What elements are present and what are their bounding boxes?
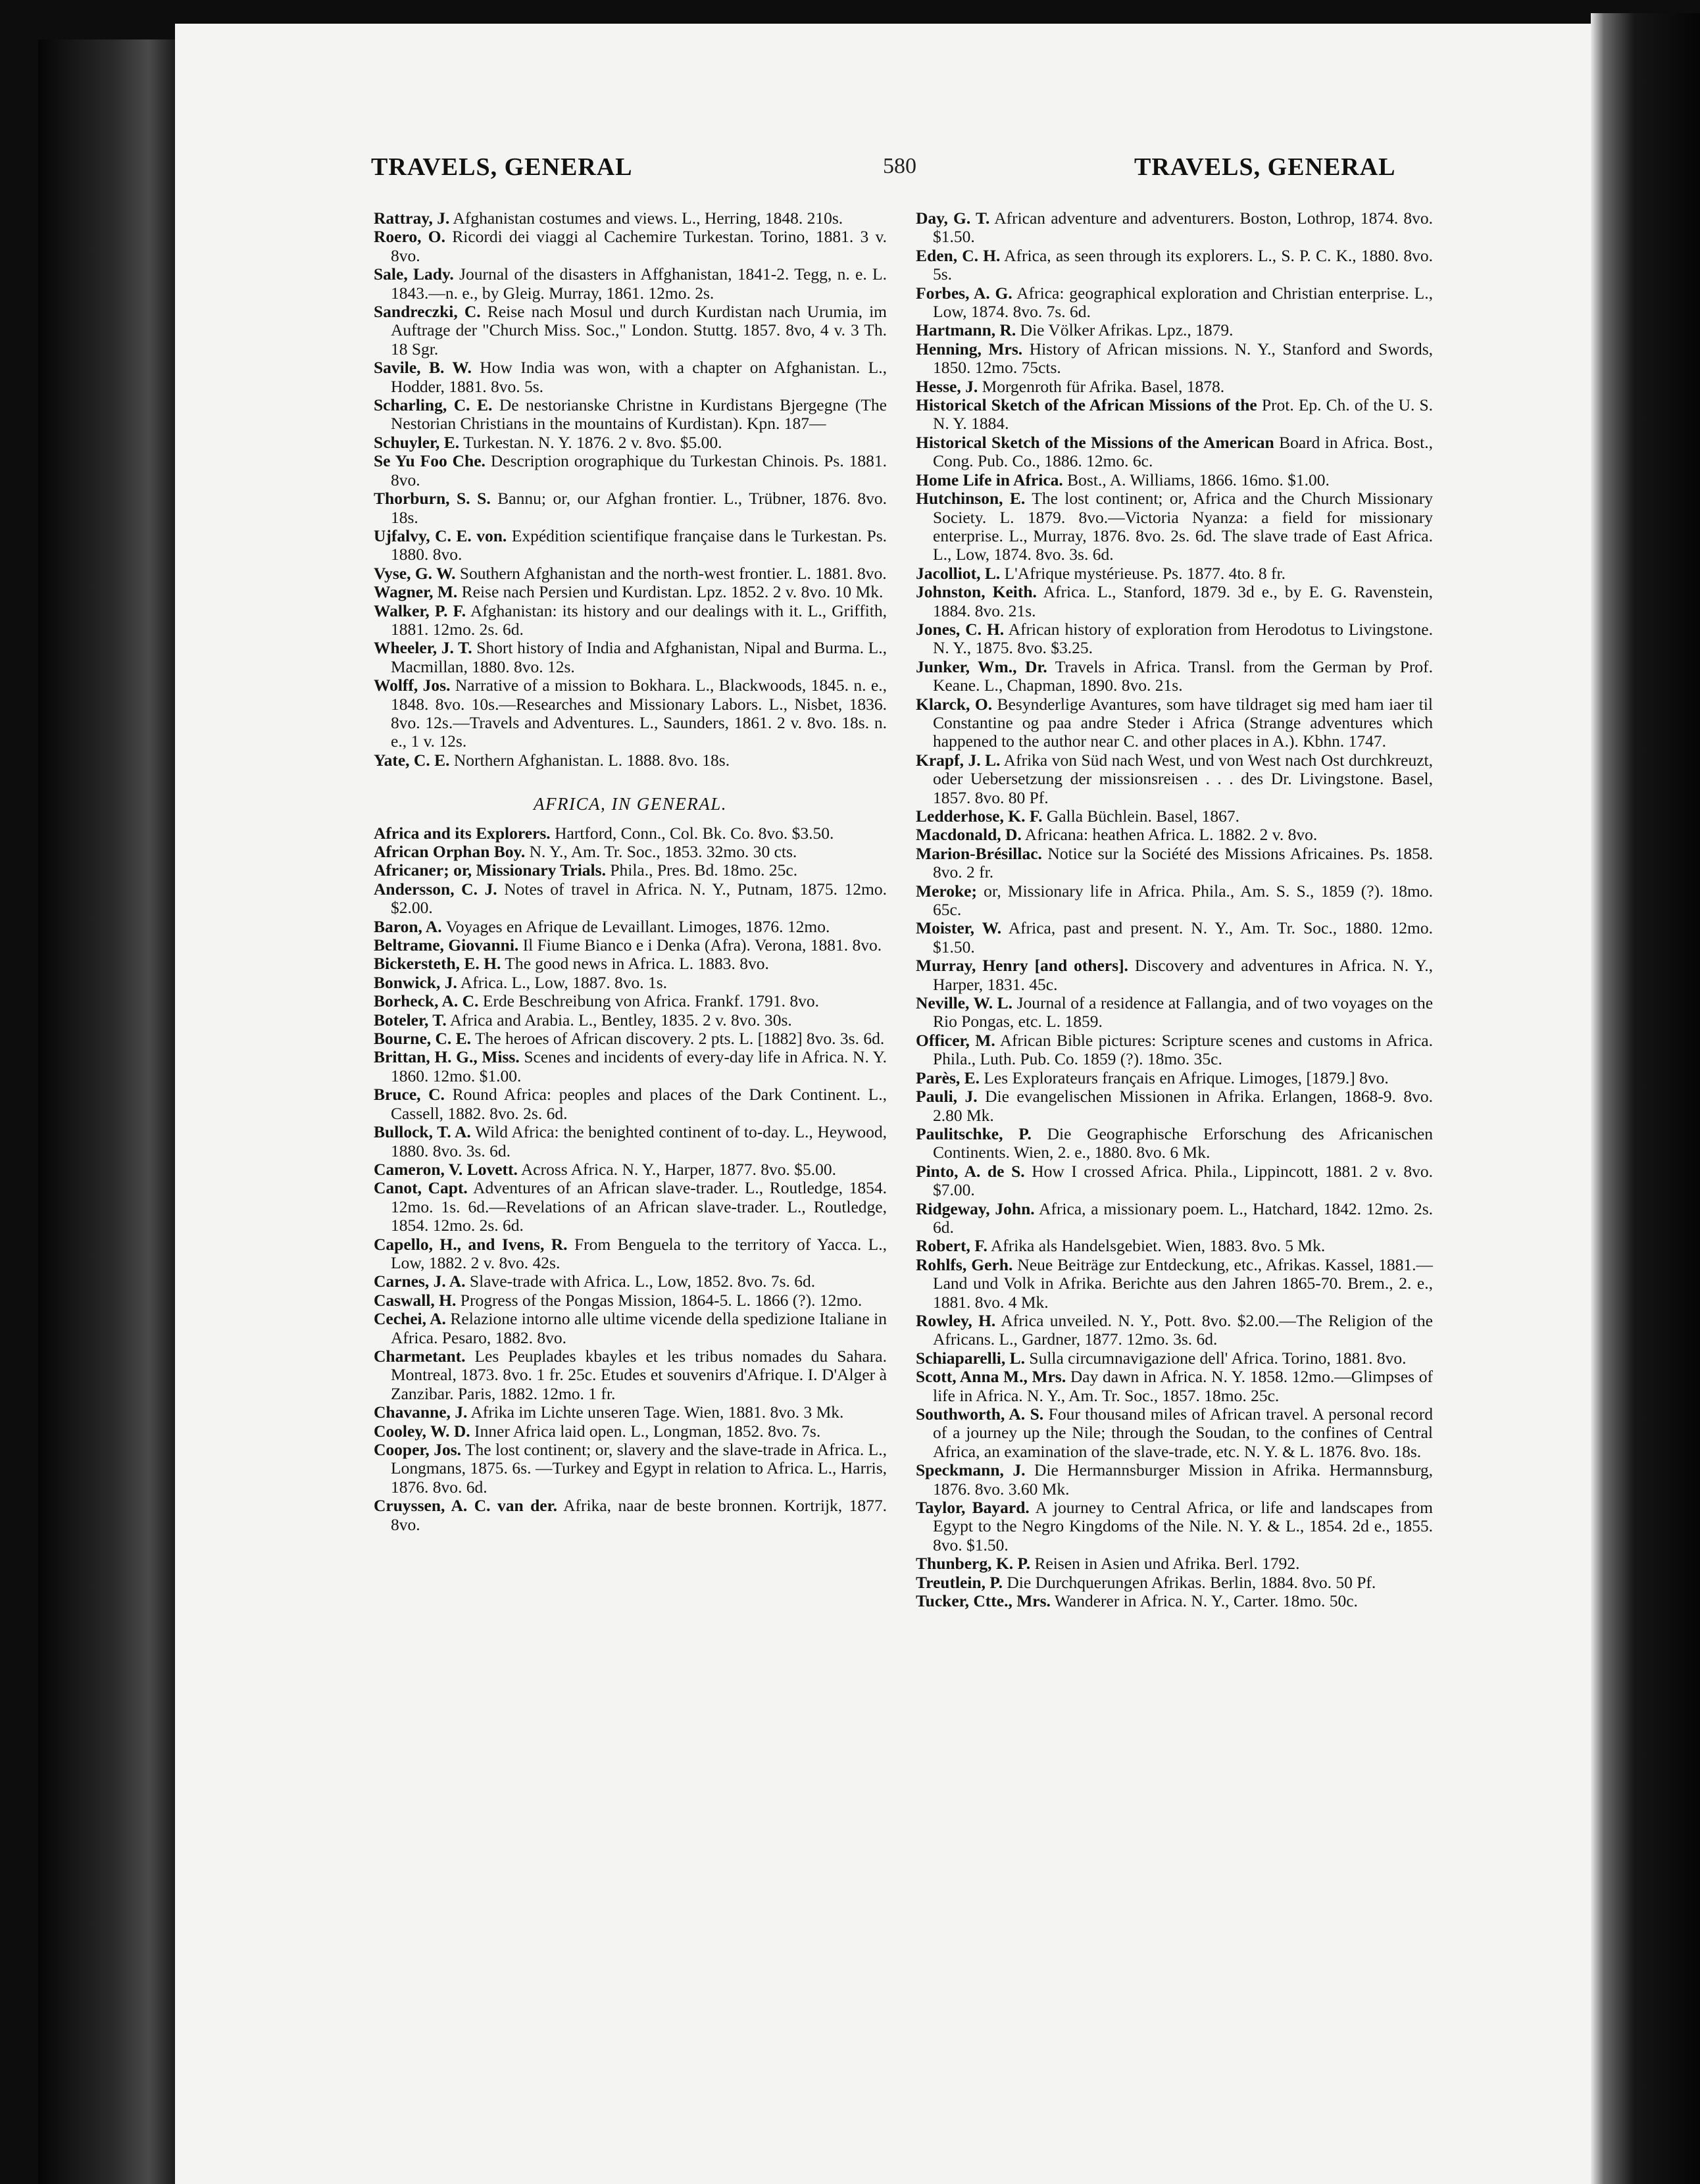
book-binding-left <box>38 39 176 2184</box>
entry-text: Progress of the Pongas Mission, 1864-5. L. 1866 (?). 12mo. <box>460 1290 863 1310</box>
bibliography-entry <box>374 1272 887 1291</box>
entry-text: Besynderlige Avantures, som have tildraget sig med ham iaer til Constantine og paa andre Steder i Africa (Strange adventures which happened to the author near C. and other places in A.). Kbhn. 1747. <box>933 694 1433 751</box>
entry-text: Afghanistan costumes and views. L., Herring, 1848. 210s. <box>453 209 843 228</box>
right-entries <box>916 209 1433 1610</box>
entry-author: Savile, B. W. <box>374 358 472 378</box>
entry-text: Reise nach Persien und Kurdistan. Lpz. 1852. 2 v. 8vo. 10 Mk. <box>461 582 884 602</box>
entry-text: Notes of travel in Africa. N. Y., Putnam, 1875. 12mo. $2.00. <box>391 879 887 918</box>
entry-text: Afrika als Handelsgebiet. Wien, 1883. 8vo. 5 Mk. <box>990 1236 1326 1256</box>
bibliography-entry <box>916 695 1433 751</box>
bibliography-entry <box>374 992 887 1010</box>
entry-text: From Benguela to the territory of Yacca. L., Low, 1882. 2 v. 8vo. 42s. <box>391 1234 888 1272</box>
entry-author: Schiaparelli, L. <box>916 1348 1026 1368</box>
bibliography-entry <box>916 471 1433 489</box>
entry-author: Cechei, A. <box>374 1309 446 1329</box>
bibliography-entry <box>374 676 887 751</box>
entry-text: Africa. L., Low, 1887. 8vo. 1s. <box>460 972 668 992</box>
bibliography-entry <box>916 564 1433 583</box>
entry-author: Cruyssen, A. C. van der. <box>374 1496 557 1516</box>
entry-text: Northern Afghanistan. L. 1888. 8vo. 18s. <box>453 750 730 770</box>
entry-author: Wagner, M. <box>374 582 458 602</box>
entry-text: or, Missionary life in Africa. Phila., Am. S. S., 1859 (?). 18mo. 65c. <box>933 881 1434 920</box>
bibliography-entry <box>374 527 887 564</box>
entry-text: N. Y., Am. Tr. Soc., 1853. 32mo. 30 cts. <box>529 842 797 861</box>
running-head-left: TRAVELS, GENERAL <box>371 153 633 181</box>
entry-text: Notice sur la Société des Missions Africaines. Ps. 1858. 8vo. 2 fr. <box>933 843 1433 882</box>
entry-author: Ujfalvy, C. E. von. <box>374 526 507 545</box>
entry-author: Beltrame, Giovanni. <box>374 935 519 955</box>
bibliography-entry <box>916 583 1433 620</box>
left-column <box>374 209 887 1534</box>
entry-author: Bourne, C. E. <box>374 1029 472 1049</box>
entry-text: Board in Africa. Bost., Cong. Pub. Co., 1886. 12mo. 6c. <box>933 432 1433 471</box>
bibliography-entry <box>916 807 1433 826</box>
entry-text: Wild Africa: the benighted continent of to-day. L., Heywood, 1880. 8vo. 3s. 6d. <box>391 1122 887 1160</box>
entry-text: Les Explorateurs français en Afrique. Limoges, [1879.] 8vo. <box>984 1068 1389 1087</box>
entry-author: Caswall, H. <box>374 1290 457 1310</box>
entry-text: Relazione intorno alle ultime vicende della spedizione Italiane in Africa. Pesaro, 1882. 8vo. <box>391 1309 887 1347</box>
entry-author: Henning, Mrs. <box>916 339 1023 359</box>
bibliography-entry <box>374 396 887 434</box>
bibliography-entry <box>374 452 887 489</box>
entry-author: Capello, H., and Ivens, R. <box>374 1234 568 1254</box>
entry-author: Day, G. T. <box>916 209 990 228</box>
bibliography-entry <box>374 359 887 396</box>
entry-author: Eden, C. H. <box>916 245 1001 265</box>
entry-text: Neue Beiträge zur Entdeckung, etc., Afrikas. Kassel, 1881.—Land und Volk in Afrika. Berichte aus den Jahren 1865-70. Brem., 2. e., 1881. 8vo. 4 Mk. <box>933 1254 1433 1312</box>
book-binding-right <box>1591 13 1700 2184</box>
bibliography-entry <box>374 843 887 861</box>
bibliography-entry <box>374 564 887 583</box>
entry-author: Krapf, J. L. <box>916 750 1001 770</box>
bibliography-entry <box>374 824 887 843</box>
page-number: 580 <box>883 154 916 178</box>
entry-text: Ricordi dei viaggi al Cachemire Turkestan. Torino, 1881. 3 v. 8vo. <box>391 227 887 265</box>
running-head-right: TRAVELS, GENERAL <box>1134 153 1396 181</box>
bibliography-entry <box>916 284 1433 322</box>
entry-author: Forbes, A. G. <box>916 283 1013 303</box>
entry-text: Die evangelischen Missionen in Afrika. Erlangen, 1868-9. 8vo. 2.80 Mk. <box>933 1087 1433 1125</box>
bibliography-entry <box>916 1162 1433 1200</box>
entry-author: Hutchinson, E. <box>916 489 1026 509</box>
bibliography-entry <box>916 1592 1433 1610</box>
entry-author: Thorburn, S. S. <box>374 489 491 509</box>
entry-author: Borheck, A. C. <box>374 991 479 1011</box>
entry-text: Die Durchquerungen Afrikas. Berlin, 1884. 8vo. 50 Pf. <box>1007 1572 1376 1592</box>
entry-author: Cameron, V. Lovett. <box>374 1159 518 1179</box>
entry-text: Afghanistan: its history and our dealings with it. L., Griffith, 1881. 12mo. 2s. 6d. <box>391 601 887 639</box>
entry-author: Officer, M. <box>916 1030 995 1050</box>
bibliography-entry <box>374 209 887 228</box>
bibliography-entry <box>374 1403 887 1422</box>
entry-text: Bannu; or, our Afghan frontier. L., Trübner, 1876. 8vo. 18s. <box>391 489 887 527</box>
entry-text: Travels in Africa. Transl. from the German by Prof. Keane. L., Chapman, 1890. 8vo. 21s. <box>933 657 1433 695</box>
entry-text: Short history of India and Afghanistan, Nipal and Burma. L., Macmillan, 1880. 8vo. 12s. <box>391 638 888 676</box>
bibliography-entry <box>916 1256 1433 1312</box>
entry-text: History of African missions. N. Y., Stanford and Swords, 1850. 12mo. 75cts. <box>933 339 1433 378</box>
entry-author: Historical Sketch of the Missions of the American <box>916 432 1274 452</box>
entry-author: Cooley, W. D. <box>374 1421 470 1441</box>
entry-author: Se Yu Foo Che. <box>374 451 486 471</box>
bibliography-entry <box>916 209 1433 247</box>
bibliography-entry <box>374 1123 887 1160</box>
entry-text: Reisen in Asien und Afrika. Berl. 1792. <box>1034 1554 1300 1574</box>
entry-author: African Orphan Boy. <box>374 842 526 861</box>
bibliography-entry <box>916 845 1433 882</box>
left-entries-after <box>374 824 887 1534</box>
entry-text: Die Völker Afrikas. Lpz., 1879. <box>1020 320 1234 340</box>
entry-text: Die Hermannsburger Mission in Afrika. Hermannsburg, 1876. 8vo. 3.60 Mk. <box>933 1460 1433 1499</box>
entry-text: Scenes and incidents of every-day life in Africa. N. Y. 1860. 12mo. $1.00. <box>391 1047 888 1085</box>
bibliography-entry <box>374 1422 887 1441</box>
entry-author: Rowley, H. <box>916 1310 996 1330</box>
entry-author: Speckmann, J. <box>916 1460 1026 1480</box>
bibliography-entry <box>916 1031 1433 1069</box>
bibliography-entry <box>916 751 1433 807</box>
entry-author: Boteler, T. <box>374 1010 447 1030</box>
entry-text: Four thousand miles of African travel. A personal record of a journey up the Nile; through the Soudan, to the confines of Central Africa, an examination of the slave-trade, etc. N. Y. & L. 1876. 8vo. 18s. <box>933 1404 1434 1461</box>
bibliography-entry <box>916 1405 1433 1461</box>
bibliography-entry <box>916 321 1433 339</box>
bibliography-entry <box>374 583 887 601</box>
bibliography-entry <box>374 1497 887 1534</box>
bibliography-entry <box>916 396 1433 434</box>
bibliography-entry <box>916 1461 1433 1499</box>
entry-text: Phila., Pres. Bd. 18mo. 25c. <box>610 860 798 880</box>
bibliography-entry <box>374 861 887 880</box>
entry-author: Macdonald, D. <box>916 825 1022 845</box>
entry-text: Narrative of a mission to Bokhara. L., Blackwoods, 1845. n. e., 1848. 8vo. 10s.—Researches and Missionary Labors. L., Nisbet, 1836. 8vo. 12s.—Travels and Adventures. L., Saunders, 1861. 2 v. 8vo. 18s. n. e., 1 v. 12s. <box>391 676 887 751</box>
entry-text: African history of exploration from Herodotus to Livingstone. N. Y., 1875. 8vo. $3.25. <box>933 619 1433 658</box>
entry-text: Day dawn in Africa. N. Y. 1858. 12mo.—Glimpses of life in Africa. N. Y., Am. Tr. Soc., 1857. 18mo. 25c. <box>933 1367 1433 1405</box>
entry-author: Rattray, J. <box>374 209 450 228</box>
entry-author: Ridgeway, John. <box>916 1199 1035 1218</box>
entry-author: Scott, Anna M., Mrs. <box>916 1367 1066 1387</box>
entry-author: Marion-Brésillac. <box>916 843 1042 863</box>
bibliography-entry <box>916 956 1433 994</box>
bibliography-entry <box>374 228 887 265</box>
bibliography-entry <box>916 882 1433 920</box>
section-title: AFRICA, IN GENERAL. <box>534 794 727 814</box>
entry-author: Rohlfs, Gerh. <box>916 1254 1013 1274</box>
bibliography-entry <box>916 1499 1433 1554</box>
entry-text: How India was won, with a chapter on Afghanistan. L., Hodder, 1881. 8vo. 5s. <box>391 358 887 396</box>
right-column <box>916 209 1433 1610</box>
entry-author: Andersson, C. J. <box>374 879 497 899</box>
bibliography-entry <box>374 1291 887 1310</box>
entry-author: Wheeler, J. T. <box>374 638 472 658</box>
entry-author: Schuyler, E. <box>374 432 460 452</box>
bibliography-entry <box>916 1349 1433 1368</box>
entry-text: Southern Afghanistan and the north-west frontier. L. 1881. 8vo. <box>459 563 887 583</box>
entry-text: Les Peuplades kbayles et les tribus nomades du Sahara. Montreal, 1873. 8vo. 1 fr. 25c. Etudes et souvenirs d'Afrique. I. D'Alger à Zanzibar. Paris, 1882. 12mo. 1 fr. <box>391 1346 887 1403</box>
bibliography-entry <box>374 303 887 359</box>
entry-text: Turkestan. N. Y. 1876. 2 v. 8vo. $5.00. <box>463 432 722 452</box>
bibliography-entry <box>374 639 887 676</box>
bibliography-entry <box>374 1179 887 1235</box>
entry-author: Murray, Henry [and others]. <box>916 956 1128 976</box>
entry-author: Moister, W. <box>916 918 1002 938</box>
bibliography-entry <box>374 434 887 452</box>
bibliography-entry <box>916 1574 1433 1592</box>
entry-author: Bickersteth, E. H. <box>374 954 501 974</box>
entry-text: The lost continent; or, Africa and the Church Missionary Society. L. 1879. 8vo.—Victoria Nyanza: a field for missionary enterprise. L., Murray, 1876. 8vo. 2s. 6d. The slave trade of East Africa. L., Low, 1874. 8vo. 3s. 6d. <box>933 489 1434 564</box>
entry-author: Junker, Wm., Dr. <box>916 657 1047 676</box>
entry-text: Africana: heathen Africa. L. 1882. 2 v. 8vo. <box>1024 825 1318 845</box>
entry-text: Voyages en Afrique de Levaillant. Limoges, 1876. 12mo. <box>445 916 830 936</box>
bibliography-entry <box>374 1347 887 1403</box>
entry-author: Africaner; or, Missionary Trials. <box>374 860 606 880</box>
entry-author: Carnes, J. A. <box>374 1272 466 1291</box>
entry-text: Africa and Arabia. L., Bentley, 1835. 2 v. 8vo. 30s. <box>449 1010 792 1030</box>
bibliography-entry <box>374 1030 887 1048</box>
entry-author: Parès, E. <box>916 1068 980 1087</box>
entry-text: Africa, a missionary poem. L., Hatchard, 1842. 12mo. 2s. 6d. <box>933 1199 1434 1237</box>
bibliography-entry <box>374 1160 887 1179</box>
entry-text: Adventures of an African slave-trader. L., Routledge, 1854. 12mo. 1s. 6d.—Revelations of an African slave-trader. L., Routledge, 1854. 12mo. 2s. 6d. <box>391 1178 887 1235</box>
entry-text: African adventure and adventurers. Boston, Lothrop, 1874. 8vo. $1.50. <box>933 209 1433 247</box>
entry-author: Thunberg, K. P. <box>916 1554 1031 1574</box>
entry-text: African Bible pictures: Scripture scenes and customs in Africa. Phila., Luth. Pub. Co. 1859 (?). 18mo. 35c. <box>933 1030 1433 1069</box>
entry-author: Bonwick, J. <box>374 972 457 992</box>
entry-author: Taylor, Bayard. <box>916 1498 1030 1518</box>
entry-author: Vyse, G. W. <box>374 563 456 583</box>
bibliography-entry <box>916 1200 1433 1237</box>
left-entries-before <box>374 209 887 770</box>
bibliography-entry <box>916 378 1433 396</box>
bibliography-entry <box>916 919 1433 956</box>
entry-text: Journal of a residence at Fallangia, and of two voyages on the Rio Pongas, etc. L. 1859. <box>933 993 1434 1031</box>
entry-text: The good news in Africa. L. 1883. 8vo. <box>505 954 769 974</box>
entry-text: Slave-trade with Africa. L., Low, 1852. 8vo. 7s. 6d. <box>469 1272 816 1291</box>
entry-author: Hartmann, R. <box>916 320 1016 340</box>
entry-author: Bullock, T. A. <box>374 1122 471 1142</box>
bibliography-entry <box>916 489 1433 564</box>
bibliography-entry <box>916 658 1433 695</box>
entry-author: Johnston, Keith. <box>916 582 1037 602</box>
entry-text: Bost., A. Williams, 1866. 16mo. $1.00. <box>1067 470 1330 489</box>
entry-author: Scharling, C. E. <box>374 395 493 415</box>
entry-author: Neville, W. L. <box>916 993 1013 1013</box>
bibliography-entry <box>916 340 1433 378</box>
entry-text: Inner Africa laid open. L., Longman, 1852. 8vo. 7s. <box>474 1421 821 1441</box>
entry-text: Africa, past and present. N. Y., Am. Tr. Soc., 1880. 12mo. $1.50. <box>933 918 1434 956</box>
entry-author: Hesse, J. <box>916 376 978 396</box>
entry-text: Il Fiume Bianco e i Denka (Afra). Verona, 1881. 8vo. <box>522 935 882 955</box>
entry-author: Pauli, J. <box>916 1087 978 1106</box>
bibliography-entry <box>374 489 887 527</box>
entry-text: De nestorianske Christne in Kurdistans Bjergegne (The Nestorian Christians in the mountains of Kurdistan). Kpn. 187— <box>391 395 888 434</box>
entry-author: Sale, Lady. <box>374 264 454 284</box>
bibliography-entry <box>916 1069 1433 1087</box>
entry-author: Tucker, Ctte., Mrs. <box>916 1591 1051 1611</box>
entry-author: Bruce, C. <box>374 1085 445 1104</box>
entry-author: Brittan, H. G., Miss. <box>374 1047 520 1067</box>
entry-text: Erde Beschreibung von Africa. Frankf. 1791. 8vo. <box>482 991 820 1011</box>
bibliography-entry <box>916 1368 1433 1405</box>
entry-author: Chavanne, J. <box>374 1402 468 1422</box>
bibliography-entry <box>916 1125 1433 1162</box>
entry-author: Africa and its Explorers. <box>374 823 551 843</box>
bibliography-entry <box>374 936 887 955</box>
entry-text: A journey to Central Africa, or life and landscapes from Egypt to the Negro Kingdoms of the Nile. N. Y. & L., 1854. 2d e., 1855. 8vo. $1.50. <box>933 1498 1433 1554</box>
entry-text: Journal of the disasters in Affghanistan, 1841-2. Tegg, n. e. L. 1843.—n. e., by Gleig. Murray, 1861. 12mo. 2s. <box>391 264 888 303</box>
bibliography-entry <box>374 1011 887 1030</box>
entry-author: Ledderhose, K. F. <box>916 807 1043 826</box>
entry-author: Historical Sketch of the African Missions of the <box>916 395 1257 415</box>
entry-text: Round Africa: peoples and places of the Dark Continent. L., Cassell, 1882. 8vo. 2s. 6d. <box>391 1085 888 1123</box>
entry-text: Reise nach Mosul und durch Kurdistan nach Urumia, im Auftrage der "Church Miss. Soc.," London. Stuttg. 1857. 8vo, 4 v. 3 Th. 18 Sgr. <box>391 302 887 359</box>
entry-author: Klarck, O. <box>916 694 993 714</box>
bibliography-entry <box>374 1085 887 1123</box>
entry-author: Cooper, Jos. <box>374 1440 461 1459</box>
bibliography-entry <box>916 826 1433 844</box>
entry-author: Yate, C. E. <box>374 750 450 770</box>
bibliography-entry <box>374 265 887 303</box>
entry-text: The lost continent; or, slavery and the slave-trade in Africa. L., Longmans, 1875. 6s. —Turkey and Egypt in relation to Africa. L., Harris, 1876. 8vo. 6d. <box>391 1440 887 1497</box>
entry-text: L'Afrique mystérieuse. Ps. 1877. 4to. 8 fr. <box>1004 563 1286 583</box>
entry-author: Jacolliot, L. <box>916 563 1001 583</box>
bibliography-entry <box>374 602 887 639</box>
entry-text: Description orographique du Turkestan Chinois. Ps. 1881. 8vo. <box>391 451 887 489</box>
entry-text: Expédition scientifique française dans le Turkestan. Ps. 1880. 8vo. <box>391 526 888 564</box>
bibliography-entry <box>916 1237 1433 1255</box>
bibliography-entry <box>374 918 887 936</box>
entry-author: Meroke; <box>916 881 977 901</box>
entry-author: Roero, O. <box>374 227 445 247</box>
entry-text: Discovery and adventures in Africa. N. Y., Harper, 1831. 45c. <box>933 956 1433 994</box>
bibliography-entry <box>916 247 1433 284</box>
bibliography-entry <box>916 1554 1433 1573</box>
entry-author: Wolff, Jos. <box>374 676 451 695</box>
entry-text: Africa unveiled. N. Y., Pott. 8vo. $2.00.—The Religion of the Africans. L., Gardner, 1877. 12mo. 3s. 6d. <box>933 1310 1433 1349</box>
entry-text: Across Africa. N. Y., Harper, 1877. 8vo. $5.00. <box>520 1159 836 1179</box>
bibliography-entry <box>916 620 1433 658</box>
entry-text: Prot. Ep. Ch. of the U. S. N. Y. 1884. <box>933 395 1433 434</box>
entry-author: Canot, Capt. <box>374 1178 468 1198</box>
entry-author: Walker, P. F. <box>374 601 466 620</box>
entry-text: Afrika, naar de beste bronnen. Kortrijk, 1877. 8vo. <box>391 1496 887 1534</box>
entry-author: Robert, F. <box>916 1236 988 1256</box>
entry-text: How I crossed Africa. Phila., Lippincott, 1881. 2 v. 8vo. $7.00. <box>933 1161 1433 1200</box>
entry-author: Home Life in Africa. <box>916 470 1063 489</box>
entry-author: Jones, C. H. <box>916 619 1005 639</box>
entry-text: Hartford, Conn., Col. Bk. Co. 8vo. $3.50. <box>555 823 834 843</box>
bibliography-entry <box>374 1235 887 1273</box>
entry-author: Southworth, A. S. <box>916 1404 1044 1424</box>
entry-author: Charmetant. <box>374 1346 466 1366</box>
entry-author: Baron, A. <box>374 916 442 936</box>
entry-text: Die Geographische Erforschung des Africanischen Continents. Wien, 2. e., 1880. 8vo. 6 Mk. <box>933 1124 1433 1162</box>
bibliography-entry <box>916 1312 1433 1349</box>
entry-text: Africa: geographical exploration and Christian enterprise. L., Low, 1874. 8vo. 7s. 6d. <box>933 283 1433 322</box>
entry-author: Sandreczki, C. <box>374 302 481 322</box>
bibliography-entry <box>374 751 887 770</box>
entry-author: Treutlein, P. <box>916 1572 1003 1592</box>
bibliography-entry <box>374 1441 887 1497</box>
entry-text: The heroes of African discovery. 2 pts. L. [1882] 8vo. 3s. 6d. <box>474 1029 885 1049</box>
entry-text: Africa, as seen through its explorers. L., S. P. C. K., 1880. 8vo. 5s. <box>933 245 1433 284</box>
bibliography-entry <box>916 434 1433 471</box>
entry-text: Wanderer in Africa. N. Y., Carter. 18mo. 50c. <box>1054 1591 1358 1611</box>
bibliography-entry <box>374 955 887 973</box>
bibliography-entry <box>374 1048 887 1085</box>
entry-author: Paulitschke, P. <box>916 1124 1032 1143</box>
entry-text: Afrika im Lichte unseren Tage. Wien, 1881. 8vo. 3 Mk. <box>470 1402 844 1422</box>
entry-text: Morgenroth für Afrika. Basel, 1878. <box>982 376 1225 396</box>
entry-text: Africa. L., Stanford, 1879. 3d e., by E. G. Ravenstein, 1884. 8vo. 21s. <box>933 582 1433 620</box>
entry-author: Pinto, A. de S. <box>916 1161 1025 1181</box>
bibliography-entry <box>374 1310 887 1347</box>
bibliography-entry <box>374 880 887 918</box>
bibliography-entry <box>916 1087 1433 1125</box>
bibliography-entry <box>374 974 887 992</box>
entry-text: Galla Büchlein. Basel, 1867. <box>1046 807 1240 826</box>
bibliography-entry <box>916 994 1433 1031</box>
entry-text: Sulla circumnavigazione dell' Africa. Torino, 1881. 8vo. <box>1029 1348 1407 1368</box>
entry-text: Afrika von Süd nach West, und von West nach Ost durchkreuzt, oder Uebersetzung der missionsreisen . . . des Dr. Livingstone. Basel, 1857. 8vo. 80 Pf. <box>933 750 1433 807</box>
